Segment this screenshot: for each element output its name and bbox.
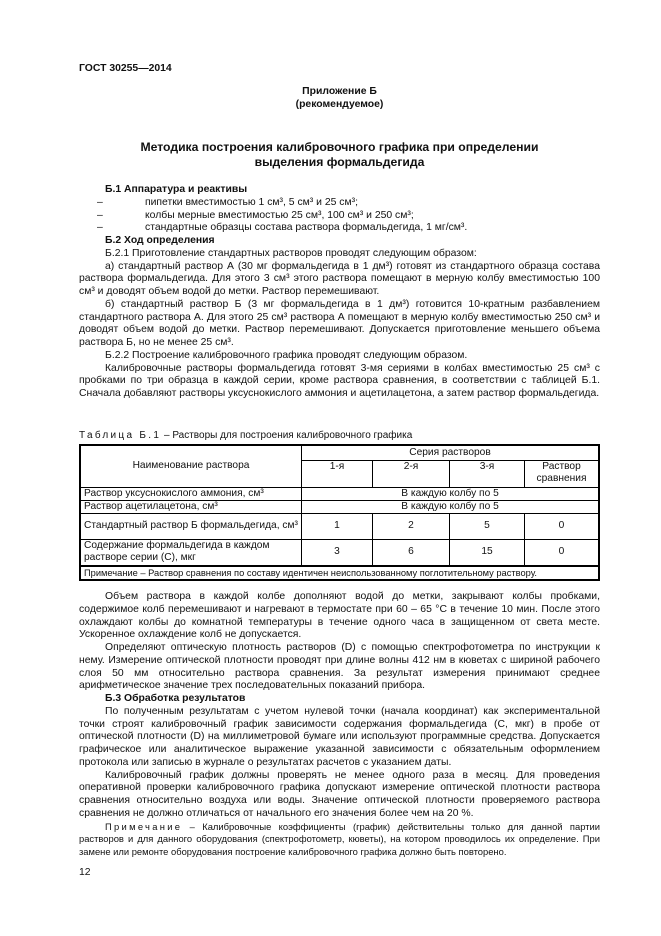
table-cell-name: Раствор уксуснокислого аммония, см³ <box>80 487 302 500</box>
paragraph: Калибровочные растворы формальдегида готовят 3-мя сериями в колбах вместимостью 25 см³ с пробками по три образца в каждой серии, кроме раствора сравнения, в соответствии с таблицей Б.1. Сначала добавляют растворы уксуснокислого аммония и ацетилацетона, а затем раствор формальдегида. <box>79 362 600 399</box>
table-header-name: Наименование раствора <box>80 445 302 487</box>
appendix-title: Приложение Б <box>302 86 377 97</box>
section-b2-heading: Б.2 Ход определения <box>105 235 215 246</box>
table-row <box>80 513 599 539</box>
list-item <box>79 222 600 235</box>
list-item-text: стандартные образцы состава раствора формальдегида, 1 мг/см³. <box>145 222 468 234</box>
page-title <box>79 140 600 170</box>
table-column-header: 1-я <box>302 460 373 487</box>
paragraph: Калибровочный график должны проверять не менее одного раза в месяц. Для проведения оперативной проверки калибровочного графика допускают измерение оптической плотности раствора сравнения относительно воздуха или воды. Значение оптической плотности проверяемого раствора сравнения не должно отличаться от начального его значения более чем на 20 %. <box>79 769 600 819</box>
appendix-subtitle: (рекомендуемое) <box>295 99 384 110</box>
table-column-header: Раствор сравнения <box>525 460 600 487</box>
list-item-text: колбы мерные вместимостью 25 см³, 100 см³ и 250 см³; <box>145 209 414 221</box>
table-column-header: 2-я <box>373 460 450 487</box>
table-cell: 0 <box>525 513 600 539</box>
list-item <box>79 210 600 223</box>
table-caption <box>79 430 412 443</box>
paragraph: Объем раствора в каждой колбе дополняют водой до метки, закрывают колбы пробками, содержимое колб перемешивают и нагревают в термостате при 60 – 65 °С в течение 10 мин. После этого охлаждают колбы до комнатной температуры в течение одного часа в защищенном от света месте. Ускоренное охлаждение колб не допускается. <box>79 591 600 641</box>
paragraph: б) стандартный раствор Б (3 мг формальдегида в 1 дм³) готовится 10-кратным разбавлением стандартного раствора А. Для этого 25 см³ раствора А помещают в мерную колбу вместимостью 250 см³ и доводят объем водой до метки. Раствор перемешивают. Допускается приготовление меньшего объема раствора Б, но не менее 25 см³. <box>79 298 600 348</box>
table-caption-label: Таблица Б.1 <box>79 430 162 441</box>
table-caption-text: – Растворы для построения калибровочного графика <box>161 430 413 441</box>
table-cell: 1 <box>302 513 373 539</box>
list-item-text: пипетки вместимостью 1 см³, 5 см³ и 25 см³; <box>145 196 358 208</box>
table-note: Примечание – Раствор сравнения по составу идентичен неиспользованному поглотительному раствору. <box>80 566 599 580</box>
table-cell-merged: В каждую колбу по 5 <box>302 487 600 500</box>
page-title-line1: Методика построения калибровочного графика при определении <box>140 140 539 154</box>
document-standard-number: ГОСТ 30255—2014 <box>79 63 172 74</box>
table-cell-name: Раствор ацетилацетона, см³ <box>80 500 302 513</box>
table-column-header: 3-я <box>450 460 525 487</box>
list-dash: – <box>97 196 103 208</box>
table-cell: 0 <box>525 539 600 566</box>
table-cell: 15 <box>450 539 525 566</box>
paragraph: Определяют оптическую плотность растворов (D) с помощью спектрофотометра по инструкции к нему. Измерение оптической плотности проводят при длине волны 412 нм в кюветах с шириной рабочего слоя 50 мм относительно раствора сравнения. За результат измерения принимают среднее арифметическое значение трех последовательных показаний прибора. <box>79 642 600 692</box>
table-header-series: Серия растворов <box>302 445 600 460</box>
table-cell-name: Содержание формальдегида в каждом растворе серии (С), мкг <box>80 539 302 566</box>
table-row <box>80 500 599 513</box>
page-number: 12 <box>79 867 91 878</box>
paragraph: Б.2.1 Приготовление стандартных растворов проводят следующим образом: <box>105 247 477 259</box>
section-b1 <box>79 184 600 401</box>
body-text-after-table <box>79 591 600 858</box>
page-title-line2: выделения формальдегида <box>254 155 425 169</box>
table-cell: 5 <box>450 513 525 539</box>
table-cell: 2 <box>373 513 450 539</box>
table-cell-name: Стандартный раствор Б формальдегида, см³ <box>80 513 302 539</box>
paragraph: По полученным результатам с учетом нулевой точки (начала координат) как экспериментальной точки строят калибровочный график зависимости содержания формальдегида (С, мкг) в пробе от оптической плотности (D) на миллиметровой бумаге или используют программные средства. Допускается графическое или аналитическое выражение указанной зависимости с обязательным оформлением протокола или записью в журнале о результатах расчетов с указанием даты. <box>79 705 600 768</box>
solutions-table <box>79 444 600 581</box>
section-b3-heading: Б.3 Обработка результатов <box>105 693 246 704</box>
paragraph: Б.2.2 Построение калибровочного графика проводят следующим образом. <box>105 349 468 361</box>
note-text: – Калибровочные коэффициенты (график) действительны только для данной партии растворов и для данного оборудования (спектрофотометр, кюветы), на котором проводилось их определение. При замене или ремонте оборудования построение калибровочного графика должно быть повторено. <box>79 820 600 857</box>
paragraph: а) стандартный раствор А (30 мг формальдегида в 1 дм³) готовят из стандартного образца состава раствора формальдегида. Для этого 3 см³ этого раствора помещают в мерную колбу вместимостью 100 см³ и доводят объем водой до метки. Раствор перемешивают. <box>79 260 600 297</box>
list-dash: – <box>97 209 103 221</box>
table-row <box>80 539 599 566</box>
note-label: Примечание <box>105 820 183 832</box>
section-b1-heading: Б.1 Аппаратура и реактивы <box>105 184 248 195</box>
table-cell-merged: В каждую колбу по 5 <box>302 500 600 513</box>
section-b3-note <box>79 821 600 859</box>
list-dash: – <box>97 222 103 234</box>
table-cell: 3 <box>302 539 373 566</box>
list-item <box>79 197 600 210</box>
table-row <box>80 487 599 500</box>
table-cell: 6 <box>373 539 450 566</box>
